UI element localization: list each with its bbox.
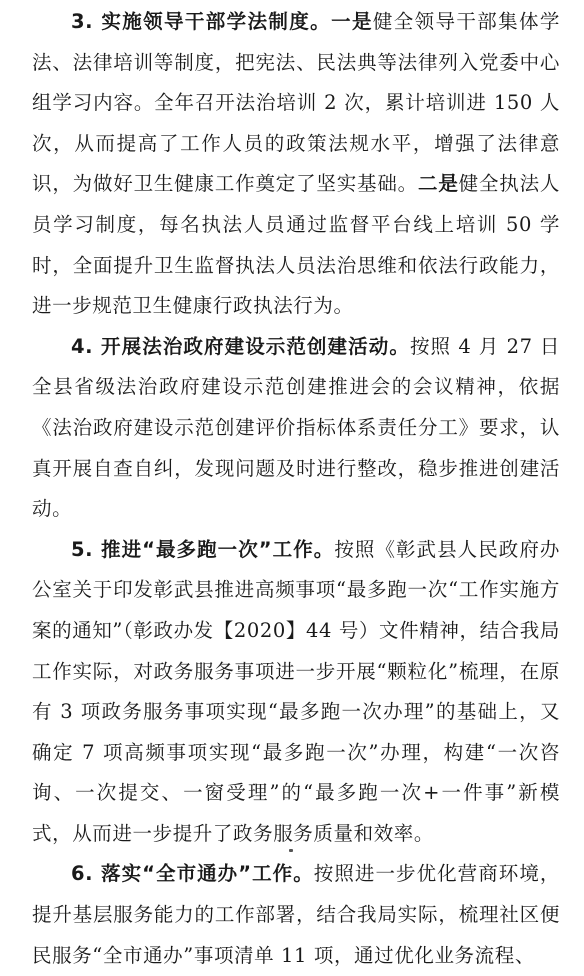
paragraph-6 bbox=[32, 854, 560, 976]
paragraph-4 bbox=[32, 327, 560, 530]
bold-marker: 二是 bbox=[418, 172, 459, 196]
paragraph-text: 健全执法人员学习制度，每名执法人员通过监督平台线上培训 50 学时，全面提升卫生监督执法人员法治思维和依法行政能力，进一步规范卫生健康行政执法行为。 bbox=[32, 172, 561, 318]
paragraph-heading: 4. 开展法治政府建设示范创建活动。 bbox=[71, 334, 410, 358]
paragraph-3 bbox=[32, 2, 560, 327]
paragraph-heading: 3. 实施领导干部学法制度。 bbox=[71, 10, 332, 33]
paragraph-heading: 5. 推进“最多跑一次”工作。 bbox=[71, 537, 335, 561]
paragraph-text: 健全领导干部集体学法、法律培训等制度，把宪法、民法典等法律列入党委中心组学习内容。全年召开法治培训 2 次，累计培训进 150 人次，从而提高了工作人员的政策法规水平，增强了法律意识，为做好卫生健康工作奠定了坚实基础。 bbox=[32, 10, 560, 196]
paragraph-5 bbox=[32, 530, 560, 855]
paragraph-heading: 6. 落实“全市通办”工作。 bbox=[71, 862, 314, 886]
paragraph-text: 按照 4 月 27 日全县省级法治政府建设示范创建推进会的会议精神，依据《法治政府建设示范创建评价指标体系责任分工》要求，认真开展自查自纠，发现问题及时进行整改，稳步推进创建活动。 bbox=[32, 334, 560, 521]
page-mark bbox=[289, 849, 293, 852]
paragraph-text: 按照进一步优化营商环境，提升基层服务能力的工作部署，结合我局实际，梳理社区便民服务“全市通办”事项清单 11 项，通过优化业务流程、 bbox=[32, 862, 561, 967]
paragraph-text: 按照《彰武县人民政府办公室关于印发彰武县推进高频事项“最多跑一次“工作实施方案的通知”（彰政办发【2020】44 号）文件精神，结合我局工作实际，对政务服务事项进一步开展“颗粒化”梳理，在原有 3 项政务服务事项实现“最多跑一次办理”的基础上，又确定 7 项高频事项实现“最多跑一次”办理，构建“一次咨询、一次提交、一窗受理”的“最多跑一次+一件事”新模式，从而进一步提升了政务服务质量和效率。 bbox=[32, 537, 560, 845]
bold-marker: 一是 bbox=[331, 10, 373, 33]
